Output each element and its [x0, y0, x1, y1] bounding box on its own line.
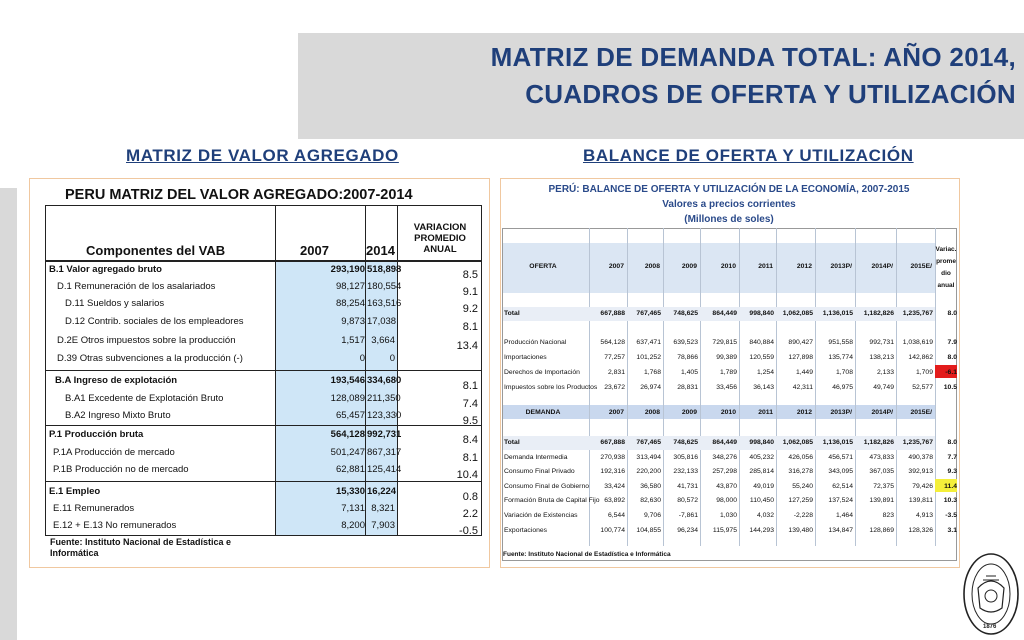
- slide-title-line1: MATRIZ DE DEMANDA TOTAL: AÑO 2014,: [490, 42, 1016, 72]
- balance-source: Fuente: Instituto Nacional de Estadística e Informática: [503, 551, 671, 558]
- balance-cell: 313,494: [636, 454, 661, 461]
- balance-cell: 52,577: [912, 384, 933, 391]
- vab-row-2007: 128,089: [330, 393, 365, 404]
- balance-row: [503, 524, 958, 538]
- balance-cell: 639,523: [673, 339, 698, 346]
- balance-cell: 2,831: [607, 369, 625, 376]
- balance-year-header: 2010: [720, 409, 736, 416]
- vab-row-variacion: 8.4: [462, 434, 478, 446]
- vab-row-2014: 334,680: [367, 375, 402, 386]
- vab-group-separator: [45, 370, 482, 371]
- vab-row: [45, 391, 482, 408]
- vab-row-label: D.39 Otras subvenciones a la producción (-): [57, 353, 243, 364]
- vab-row-label: E.1 Empleo: [49, 486, 101, 497]
- balance-cell: 9,706: [643, 512, 661, 519]
- balance-cell: 998,840: [749, 310, 774, 317]
- seal-year: 1876: [983, 624, 997, 630]
- balance-cell: 98,000: [716, 497, 737, 504]
- subtitle-balance: BALANCE DE OFERTA Y UTILIZACIÓN: [583, 146, 914, 165]
- balance-year-header: 2007: [608, 263, 624, 270]
- vab-row: [45, 333, 482, 350]
- vab-row-variacion: 8.1: [462, 380, 478, 392]
- balance-cell: 49,749: [873, 384, 894, 391]
- balance-cell: 1,405: [680, 369, 698, 376]
- balance-row-variacion: 7.7: [947, 454, 957, 461]
- vab-row-2007: 193,546: [330, 375, 365, 386]
- balance-cell: 1,709: [915, 369, 933, 376]
- balance-row: [503, 366, 958, 380]
- balance-cell: 128,869: [869, 527, 894, 534]
- balance-row-variacion: 7.9: [947, 339, 957, 346]
- balance-cell: 115,975: [712, 527, 737, 534]
- balance-year-header: 2008: [644, 409, 660, 416]
- balance-cell: 128,326: [908, 527, 933, 534]
- balance-title-line3: (Millones de soles): [684, 214, 774, 225]
- balance-cell: 864,449: [712, 439, 737, 446]
- balance-cell: 99,389: [716, 354, 737, 361]
- balance-cell: 23,672: [604, 384, 625, 391]
- balance-cell: 134,847: [828, 527, 853, 534]
- balance-year-header: 2013P/: [830, 409, 852, 416]
- balance-cell: 28,831: [677, 384, 698, 391]
- vab-row-2014: 180,554: [367, 281, 402, 292]
- balance-cell: 998,840: [749, 439, 774, 446]
- balance-title-line2: Valores a precios corrientes: [662, 199, 796, 210]
- vab-row: [45, 484, 482, 501]
- balance-cell: 729,815: [712, 339, 737, 346]
- vab-table-title: PERU MATRIZ DEL VALOR AGREGADO:2007-2014: [65, 187, 413, 203]
- vab-row-variacion: 7.4: [462, 398, 478, 410]
- balance-cell: 748,625: [673, 439, 698, 446]
- vab-row-variacion: 9.2: [462, 303, 478, 315]
- left-accent-bar: [0, 188, 17, 640]
- balance-row: [503, 351, 958, 365]
- vab-row-2014: 7,903: [371, 520, 395, 531]
- balance-cell: 55,240: [792, 483, 813, 490]
- balance-cell: 26,974: [640, 384, 661, 391]
- vab-row-label: P.1 Producción bruta: [49, 429, 144, 440]
- balance-cell: 343,095: [828, 468, 853, 475]
- balance-cell: 767,465: [636, 310, 661, 317]
- balance-cell: 426,056: [788, 454, 813, 461]
- vab-row-2014: 867,317: [367, 447, 402, 458]
- vab-row-2014: 125,414: [367, 464, 402, 475]
- balance-cell: 456,571: [828, 454, 853, 461]
- balance-cell: 127,898: [788, 354, 813, 361]
- vab-row-2007: 0: [359, 353, 365, 364]
- vab-header-components: Componentes del VAB: [86, 243, 226, 258]
- balance-cell: 637,471: [636, 339, 661, 346]
- balance-cell: 1,768: [643, 369, 661, 376]
- balance-cell: 110,450: [749, 497, 774, 504]
- vab-header-2014: 2014: [366, 243, 395, 258]
- vab-row-label: D.1 Remuneración de los asalariados: [57, 281, 216, 292]
- vab-row-2007: 9,873: [341, 316, 365, 327]
- balance-year-header: 2015E/: [910, 263, 932, 270]
- balance-row-label: Exportaciones: [504, 527, 548, 534]
- balance-cell: 36,143: [753, 384, 774, 391]
- vab-row: [45, 408, 482, 425]
- balance-row-variacion: -6.1: [945, 369, 957, 376]
- balance-cell: 137,524: [828, 497, 853, 504]
- vab-row: [45, 296, 482, 313]
- balance-cell: 348,276: [712, 454, 737, 461]
- balance-cell: 667,888: [600, 310, 625, 317]
- balance-cell: 2,133: [876, 369, 894, 376]
- balance-cell: 285,814: [749, 468, 774, 475]
- vab-row-2014: 0: [389, 353, 395, 364]
- balance-cell: 77,257: [604, 354, 625, 361]
- balance-row-label: Producción Nacional: [504, 339, 567, 346]
- vab-row: [45, 427, 482, 444]
- vab-row-2007: 564,128: [330, 429, 365, 440]
- balance-row: [503, 509, 958, 523]
- vab-row-variacion: 13.4: [456, 340, 478, 352]
- balance-cell: 36,580: [640, 483, 661, 490]
- balance-cell: 992,731: [869, 339, 894, 346]
- vab-row-variacion: 2.2: [462, 508, 478, 520]
- vab-row-2014: 8,321: [371, 503, 395, 514]
- balance-year-header: 2015E/: [910, 409, 932, 416]
- vab-row: [45, 501, 482, 518]
- balance-year-header: 2012: [796, 263, 812, 270]
- balance-cell: 4,032: [756, 512, 774, 519]
- balance-cell: 142,862: [908, 354, 933, 361]
- balance-cell: 63,892: [604, 497, 625, 504]
- balance-cell: 405,232: [749, 454, 774, 461]
- balance-cell: 139,811: [908, 497, 933, 504]
- balance-cell: 1,136,015: [822, 310, 853, 317]
- balance-cell: 96,234: [677, 527, 698, 534]
- balance-cell: 490,378: [908, 454, 933, 461]
- vab-row-variacion: 8.5: [462, 269, 478, 281]
- vab-row: [45, 373, 482, 390]
- vab-row-2007: 65,457: [335, 410, 365, 421]
- vab-row-2007: 15,330: [335, 486, 365, 497]
- balance-row-label: Formación Bruta de Capital Fijo: [504, 497, 600, 504]
- vab-row-variacion: 8.1: [462, 452, 478, 464]
- balance-title-line1: PERÚ: BALANCE DE OFERTA Y UTILIZACIÓN DE LA ECONOMÍA, 2007-2015: [548, 184, 910, 195]
- demanda-header: DEMANDA: [525, 409, 561, 416]
- balance-row: [503, 480, 958, 494]
- balance-cell: 823: [882, 512, 894, 519]
- balance-row-variacion: 10.3: [943, 497, 957, 504]
- balance-cell: 1,182,826: [863, 439, 894, 446]
- vab-row-label: D.2E Otros impuestos sobre la producción: [57, 335, 236, 346]
- vab-source: Fuente: Instituto Nacional de Estadística e Informática: [50, 537, 232, 558]
- balance-cell: 41,731: [677, 483, 698, 490]
- balance-cell: 4,913: [915, 512, 933, 519]
- vab-row-2007: 293,190: [330, 264, 365, 275]
- balance-cell: 1,030: [719, 512, 737, 519]
- balance-cell: 72,375: [873, 483, 894, 490]
- balance-cell: 80,572: [677, 497, 698, 504]
- vab-row: [45, 262, 482, 279]
- balance-year-header: 2011: [758, 409, 773, 416]
- vab-row-label: P.1A Producción de mercado: [53, 447, 175, 458]
- vab-row-label: D.11 Sueldos y salarios: [65, 298, 165, 309]
- balance-cell: 1,235,767: [902, 310, 933, 317]
- balance-cell: 6,544: [607, 512, 625, 519]
- balance-cell: 367,035: [869, 468, 894, 475]
- vab-row: [45, 279, 482, 296]
- balance-row: [503, 336, 958, 350]
- vab-row-2007: 1,517: [341, 335, 365, 346]
- balance-row-variacion: 8.0: [947, 310, 957, 317]
- vab-row-2014: 123,330: [367, 410, 402, 421]
- balance-cell: 62,514: [832, 483, 853, 490]
- balance-cell: 79,426: [912, 483, 933, 490]
- balance-cell: 1,062,085: [782, 310, 813, 317]
- vab-row-2014: 518,898: [367, 264, 402, 275]
- balance-row-variacion: 11.4: [944, 483, 957, 490]
- balance-cell: 139,480: [788, 527, 813, 534]
- balance-cell: 564,128: [600, 339, 625, 346]
- balance-year-header: 2009: [681, 409, 697, 416]
- balance-cell: 135,774: [828, 354, 853, 361]
- balance-year-header: 2009: [681, 263, 697, 270]
- balance-row: [503, 465, 958, 479]
- balance-cell: 101,252: [636, 354, 661, 361]
- vab-row-variacion: 8.1: [462, 321, 478, 333]
- vab-row-variacion: 0.8: [462, 491, 478, 503]
- balance-row-variacion: -3.5: [945, 512, 957, 519]
- vab-row-label: E.11 Remunerados: [53, 503, 135, 514]
- balance-row-variacion: 8.0: [947, 354, 957, 361]
- balance-cell: 139,891: [869, 497, 894, 504]
- balance-cell: 473,833: [869, 454, 894, 461]
- balance-year-header: 2013P/: [830, 263, 852, 270]
- balance-cell: 748,625: [673, 310, 698, 317]
- balance-row-variacion: 8.0: [947, 439, 957, 446]
- balance-row-variacion: 3.1: [947, 527, 957, 534]
- vab-header-variacion: VARIACION PROMEDIO ANUAL: [413, 222, 467, 255]
- balance-cell: 1,464: [835, 512, 853, 519]
- balance-var-header: Variac. prome dio anual: [935, 246, 957, 289]
- vab-row: [45, 518, 482, 535]
- balance-cell: 1,235,767: [902, 439, 933, 446]
- balance-row: [503, 494, 958, 508]
- balance-cell: -7,861: [678, 512, 698, 519]
- balance-row-label: Impuestos sobre los Productos: [504, 384, 598, 391]
- balance-row: [503, 381, 958, 395]
- balance-row-variacion: 9.3: [947, 468, 957, 475]
- balance-cell: 1,038,619: [902, 339, 933, 346]
- vab-row: [45, 445, 482, 462]
- vab-row-2007: 8,200: [341, 520, 365, 531]
- balance-cell: 257,298: [712, 468, 737, 475]
- vab-row-label: E.12 + E.13 No remunerados: [53, 520, 177, 531]
- vab-group-separator: [45, 425, 482, 426]
- vab-row-label: B.A Ingreso de explotación: [55, 375, 178, 386]
- balance-cell: 767,465: [636, 439, 661, 446]
- vab-header-2007: 2007: [300, 243, 329, 258]
- balance-cell: 864,449: [712, 310, 737, 317]
- vab-row-2007: 62,881: [335, 464, 365, 475]
- vab-row-label: B.1 Valor agregado bruto: [49, 264, 162, 275]
- vab-row-2007: 501,247: [330, 447, 365, 458]
- vab-row-variacion: 9.1: [462, 286, 478, 298]
- balance-cell: 33,424: [604, 483, 625, 490]
- balance-cell: 33,456: [716, 384, 737, 391]
- vab-row-2014: 17,038: [367, 316, 397, 327]
- balance-cell: 1,182,826: [863, 310, 894, 317]
- balance-cell: 305,816: [673, 454, 698, 461]
- vab-row-variacion: 9.5: [462, 415, 478, 427]
- balance-cell: 316,278: [788, 468, 813, 475]
- vab-row-variacion: -0.5: [459, 525, 478, 537]
- balance-cell: 144,293: [749, 527, 774, 534]
- balance-row-label: Consumo Final de Gobierno: [504, 483, 590, 490]
- balance-row-label: Importaciones: [504, 354, 547, 361]
- balance-cell: 392,913: [908, 468, 933, 475]
- balance-row-label: Total: [504, 310, 520, 317]
- balance-row-variacion: 10.5: [943, 384, 957, 391]
- balance-row: [503, 307, 958, 321]
- vab-row-label: B.A2 Ingreso Mixto Bruto: [65, 410, 171, 421]
- vab-row-2014: 992,731: [367, 429, 402, 440]
- oferta-header: OFERTA: [529, 263, 557, 270]
- balance-cell: 951,558: [828, 339, 853, 346]
- balance-cell: 192,316: [600, 468, 625, 475]
- balance-cell: 1,708: [835, 369, 853, 376]
- vab-row: [45, 314, 482, 331]
- balance-cell: 667,888: [600, 439, 625, 446]
- vab-row-2007: 98,127: [335, 281, 365, 292]
- balance-cell: 82,630: [640, 497, 661, 504]
- balance-cell: 1,254: [756, 369, 774, 376]
- balance-cell: 138,213: [869, 354, 894, 361]
- balance-cell: 49,019: [753, 483, 774, 490]
- vab-row-2007: 88,254: [335, 298, 365, 309]
- vab-row-2007: 7,131: [341, 503, 365, 514]
- balance-row: [503, 451, 958, 465]
- balance-cell: 1,136,015: [822, 439, 853, 446]
- balance-cell: 232,133: [673, 468, 698, 475]
- balance-cell: 42,311: [792, 384, 813, 391]
- slide-title-line2: CUADROS DE OFERTA Y UTILIZACIÓN: [525, 79, 1016, 109]
- balance-cell: 43,870: [716, 483, 737, 490]
- vab-row: [45, 462, 482, 479]
- balance-row-label: Total: [504, 439, 520, 446]
- balance-year-header: 2007: [608, 409, 624, 416]
- balance-cell: 104,855: [636, 527, 661, 534]
- vab-row-label: P.1B Producción no de mercado: [53, 464, 189, 475]
- vab-row: [45, 351, 482, 368]
- balance-cell: 78,866: [677, 354, 698, 361]
- balance-row-label: Consumo Final Privado: [504, 468, 575, 475]
- vab-row-2014: 163,516: [367, 298, 402, 309]
- vab-row-variacion: 10.4: [456, 469, 478, 481]
- balance-year-header: 2008: [644, 263, 660, 270]
- balance-cell: 270,938: [600, 454, 625, 461]
- vab-row-2014: 16,224: [367, 486, 397, 497]
- vab-row-2014: 211,350: [367, 393, 401, 404]
- balance-cell: -2,228: [793, 512, 813, 519]
- balance-cell: 46,975: [832, 384, 853, 391]
- balance-row-label: Derechos de Importación: [504, 369, 580, 376]
- balance-cell: 1,789: [719, 369, 737, 376]
- balance-year-header: 2010: [720, 263, 736, 270]
- balance-cell: 127,259: [788, 497, 813, 504]
- balance-row: [503, 436, 958, 450]
- vab-row-label: B.A1 Excedente de Explotación Bruto: [65, 393, 224, 404]
- balance-cell: 1,449: [795, 369, 813, 376]
- balance-year-header: 2012: [796, 409, 812, 416]
- balance-row-label: Demanda Intermedia: [504, 454, 568, 461]
- balance-cell: 220,200: [636, 468, 661, 475]
- balance-year-header: 2014P/: [871, 263, 893, 270]
- vab-row-label: D.12 Contrib. sociales de los empleadores: [65, 316, 244, 327]
- balance-cell: 840,884: [749, 339, 774, 346]
- balance-cell: 120,559: [749, 354, 774, 361]
- balance-year-header: 2011: [758, 263, 773, 270]
- balance-cell: 1,062,085: [782, 439, 813, 446]
- vab-group-separator: [45, 481, 482, 482]
- vab-row-2014: 3,664: [371, 335, 395, 346]
- subtitle-valor-agregado: MATRIZ DE VALOR AGREGADO: [126, 146, 399, 165]
- balance-row-label: Variación de Existencias: [504, 512, 578, 519]
- balance-year-header: 2014P/: [871, 409, 893, 416]
- balance-cell: 100,774: [600, 527, 625, 534]
- balance-cell: 890,427: [788, 339, 813, 346]
